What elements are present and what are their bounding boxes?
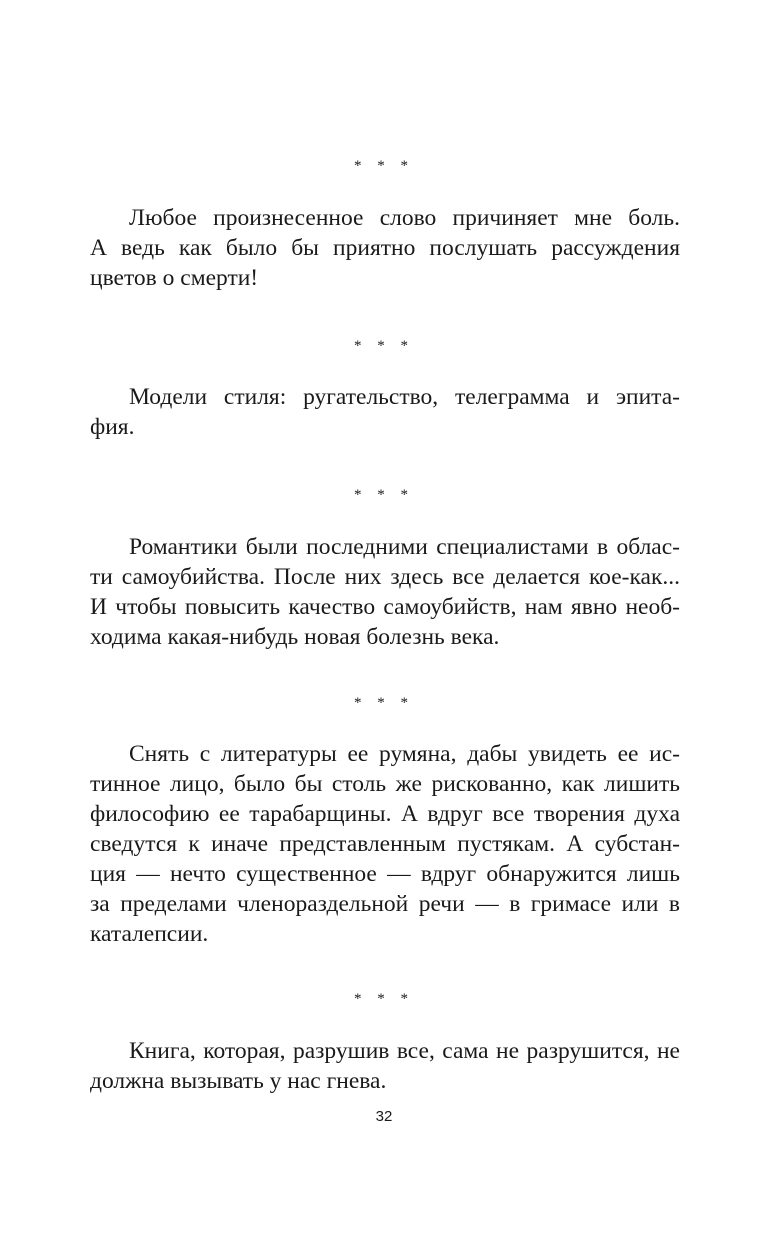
text-line: ти самоубийства. После них здесь все делается кое-как... <box>90 564 680 590</box>
text-line: за пределами членораздельной речи — в гримасе или в <box>90 891 680 917</box>
text-line: каталепсии. <box>90 921 209 947</box>
page-number: 32 <box>375 1108 393 1125</box>
paragraph-5 <box>90 1036 680 1096</box>
text-line: Модели стиля: ругательство, телеграмма и эпита- <box>129 384 680 410</box>
paragraph-2 <box>90 382 680 442</box>
section-separator: * * * <box>354 991 414 1007</box>
section-separator: * * * <box>354 158 414 174</box>
paragraph-1 <box>90 203 680 293</box>
paragraph-4 <box>90 739 680 949</box>
text-line: ходима какая-нибудь новая болезнь века. <box>90 624 500 650</box>
section-separator: * * * <box>354 338 414 354</box>
section-separator: * * * <box>354 695 414 711</box>
text-line: Любое произнесенное слово причиняет мне боль. <box>129 205 680 231</box>
text-line: И чтобы повысить качество самоубийств, нам явно необ- <box>90 594 680 620</box>
text-line: А ведь как было бы приятно послушать рассуждения <box>90 235 680 261</box>
section-separator: * * * <box>354 487 414 503</box>
paragraph-3 <box>90 532 680 652</box>
text-line: сведутся к иначе представленным пустякам. А субстан- <box>90 831 680 857</box>
text-line: Книга, которая, разрушив все, сама не разрушится, не <box>129 1038 680 1064</box>
text-line: ция — нечто существенное — вдруг обнаружится лишь <box>90 861 680 887</box>
text-line: тинное лицо, было бы столь же рискованно, как лишить <box>90 771 680 797</box>
text-line: Романтики были последними специалистами в облас- <box>129 534 680 560</box>
text-line: фия. <box>90 414 135 440</box>
text-line: философию ее тарабарщины. А вдруг все творения духа <box>90 801 680 827</box>
text-line: должна вызывать у нас гнева. <box>90 1068 387 1094</box>
text-line: цветов о смерти! <box>90 265 259 291</box>
text-line: Снять с литературы ее румяна, дабы увидеть ее ис- <box>129 741 680 767</box>
